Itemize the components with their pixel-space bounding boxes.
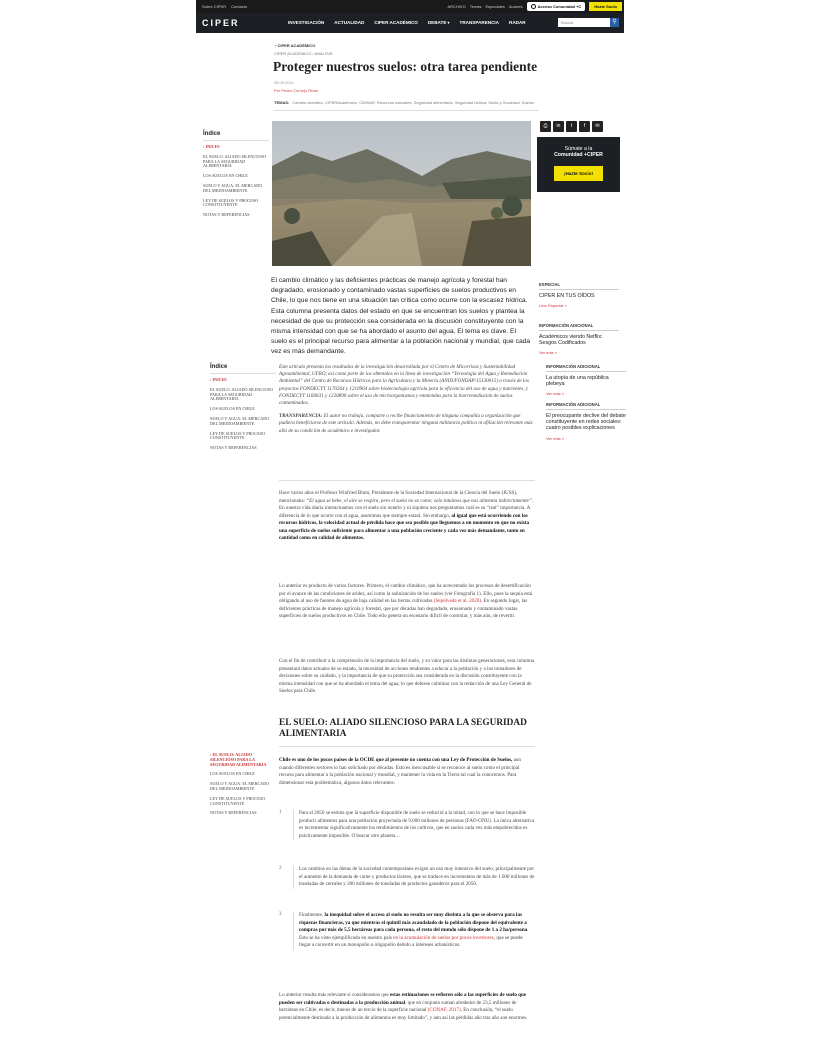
index-item-ley-suelos[interactable]: LEY DE SUELOS Y PROCESO CONSTITUYENTE (210, 795, 266, 806)
specials-link[interactable]: Especiales (485, 4, 505, 9)
promo-line2: Comunidad +CIPER (554, 152, 603, 158)
category-breadcrumb[interactable]: CIPER ACADÉMICO / ANÁLISIS (274, 51, 333, 56)
index-item-ley-suelos[interactable]: LEY DE SUELOS Y PROCESO CONSTITUYENTE (210, 430, 266, 441)
note-divider (279, 480, 535, 481)
header-divider (274, 110, 539, 111)
p5-text-a: Lo anterior resulta más relevante si consideramos que (279, 992, 390, 998)
account-button[interactable] (527, 2, 586, 11)
user-icon (531, 4, 536, 9)
index-title: Índice (203, 131, 221, 137)
author-link[interactable]: Por Pedro Cornejo Rivas (274, 88, 319, 93)
sidebar-widget (546, 402, 626, 441)
index-item-notas[interactable]: NOTAS Y REFERENCIAS (210, 810, 257, 816)
index-item-suelos-chile[interactable]: LOS SUELOS EN CHILE (203, 173, 248, 179)
li3-link[interactable]: en la acumulación de suelos por pocos inversores (393, 934, 494, 941)
p5-bold: estas estimaciones se refieren sólo a las superficies de suelo que pueden ser cultivadas o destinadas a la producción animal (279, 992, 527, 1006)
transparency-label: TRANSPARENCIA: (279, 413, 323, 420)
body-paragraph-5 (279, 992, 535, 1022)
article-index (203, 131, 269, 223)
search-input[interactable]: Buscar (558, 18, 610, 27)
promo-line1: Súmate a la (564, 146, 593, 152)
mail-icon[interactable]: ✉ (592, 121, 603, 132)
p4-bold: Chile es uno de los pocos países de la OCDE que al presente no cuenta con una Ley de Protección de Suelos, (279, 757, 513, 763)
contact-link[interactable]: Contacto (231, 4, 248, 9)
widget-more-link[interactable]: Leer Especial » (539, 303, 567, 309)
funding-note: Este artículo presenta los resultados de la investigación desarrollada por el Centro de Micorrizas y Sustentabilidad Agroambiental, UFRO, así como parte de los obtenidos en la línea de investigación “Tecnología del Agua y Remediación Ambiental” del Centro de Recursos Hídricos para la Agricultura y la Minería (ANID/FONDAP/15130015) a través de los proyectos FONDECYT 1170264 y 1210964 sobre biotecnología agrícola para la eficiencia del uso de agua y nutrientes, y FONDECYT 1160631 y 1220890 sobre el uso de microorganismos y enmiendas para la biorremediación de suelos contaminados. (279, 364, 529, 407)
hazte-socio-button[interactable]: Hazte Socio (589, 2, 622, 11)
nav-item-debate[interactable]: DEBATE ▾ (428, 20, 450, 25)
index-item-suelo-agua[interactable]: SUELO Y AGUA: EL MERCADO DEL MEDIOAMBIENTE (203, 182, 263, 193)
p5-text-b: , que en conjunto suman alrededor de 23,5 millones de hectáreas en Chile, es decir, menos de un tercio de la superficie nacional (279, 999, 517, 1013)
index-item-ley-suelos[interactable]: LEY DE SUELOS Y PROCESO CONSTITUYENTE (203, 197, 259, 208)
transparency-note (279, 413, 535, 435)
p2-text-b: . En segundo lugar, las deficientes prácticas de manejo agrícola y forestal, que por décadas han degradado, erosionado y contaminado vastas superficies de suelos productivos en Chile. Todo ello genera un escenario difícil de controlar, y más aún, de revertir. (279, 598, 528, 619)
li3-text-c: , que se puede llegar a convertir en un monopolio u oligopolio debido a intereses urbanísticos. (299, 934, 523, 948)
body-paragraph-3: Con el fin de contribuir a la comprensión de la importancia del suelo, y su valor para las distintas generaciones, esta columna presentará datos actuales de su estado, la necesidad de acciones tendientes a educar a la población y a los tomadores de decisiones sobre su cuidado, y la importancia de que su protección sea considerada en la discusión constituyente con la misma intensidad con que se ha abordado el tema del agua, lo que debiese culminar con la redacción de una Ley General de Suelos para Chile. (279, 658, 535, 694)
list-text: Los cambios en las dietas de la sociedad contemporánea exigen un uso muy intensivo del suelo, principalmente por el aumento de la demanda de carne y productos lácteos, que se traduce en incrementos de más de 1.000 millones de toneladas de cereales y 200 millones de toneladas de productos ganaderos para el 2050. (293, 866, 535, 889)
tags-label: TEMAS: (274, 100, 290, 105)
nav-menu (288, 20, 526, 25)
transparency-text: El autor no trabaja, comparte o recibe financiamiento de ninguna compañía u organización que pudiera beneficiarse de este artículo. Además, no debe transparentar ninguna militancia política ni afiliación relevante más allá de su condición de académico e investigador. (279, 413, 533, 434)
search-icon: ⚲ (612, 19, 617, 25)
nav-item-transparencia[interactable]: TRANSPARENCIA (459, 20, 500, 25)
top-bar (196, 0, 624, 13)
index-title: Índice (210, 364, 228, 370)
nav-item-radar[interactable]: RADAR (509, 20, 526, 25)
research-note (279, 364, 535, 441)
main-nav (196, 13, 624, 33)
body-paragraph-1 (279, 490, 535, 543)
list-number: 1 (279, 810, 282, 815)
index-item-notas[interactable]: NOTAS Y REFERENCIAS (203, 212, 250, 218)
index-item-suelos-chile[interactable]: LOS SUELOS EN CHILE (210, 771, 255, 777)
index-item-inicio[interactable]: › INICIO (203, 145, 269, 150)
authors-link[interactable]: Autores (508, 4, 523, 9)
p1-bold: al igual que está ocurriendo con los recursos hídricos, la velocidad actual de pérdida hace que sea posible que lleguemos a un momento en que no exista una superficie de suelos suficiente para alimentar a una población creciente y cada vez más demandante, tanto en cantidad como en calidad de alimentos. (279, 512, 530, 541)
page-title: Proteger nuestros suelos: otra tarea pendiente (273, 59, 538, 74)
citation-link[interactable]: (Sepúlveda et al. 2020) (433, 598, 481, 604)
tags-list[interactable]: Cambio climático, CIPERAcadémico, CIMSAR, Recursos naturales, Seguridad alimentaria, Seguridad hídrica, Suelo y Sociedad, Suelos (292, 100, 535, 105)
list-text (293, 912, 535, 950)
body-paragraph-4 (279, 757, 535, 787)
hero-photo (272, 121, 531, 266)
index-item-suelo-aliado[interactable]: EL SUELO: ALIADO SILENCIOSO PARA LA SEGURIDAD ALIMENTARIA (203, 153, 267, 169)
kicker[interactable]: › CIPER ACADÉMICO (275, 43, 316, 48)
widget-more-link[interactable]: Ver más » (546, 435, 565, 441)
list-text: Para el 2050 se estima que la superficie disponible de suelo se reducirá a la mitad, con lo que se hace imposible producir alimentos para una población proyectada de 9.000 millones de personas (FAO-ONU). La única alternativa es incrementar significativamente los rendimientos de los cultivos, que en suelos cada vez más empobrecidos es prácticamente imposible. O buscar otro planeta… (293, 810, 535, 840)
tags-line (274, 100, 534, 105)
kicker-label: CIPER ACADÉMICO (277, 43, 316, 48)
widget-label: INFORMACIÓN ADICIONAL (546, 402, 626, 410)
archive-link[interactable]: ARCHIVO (447, 4, 466, 9)
article-index-sticky-section (210, 753, 276, 821)
p5-text-c: . En conclusión, “el suelo potencialmente destinado a la producción de alimentos es muy limitado”, y aun así las pérdidas año tras año son enormes. (279, 1007, 528, 1021)
article-index-sticky (210, 364, 276, 456)
share-bar (540, 121, 603, 132)
section-heading: EL SUELO: ALIADO SILENCIOSO PARA LA SEGURIDAD ALIMENTARIA (279, 718, 527, 739)
index-divider (210, 373, 276, 374)
nav-item-investigacion[interactable]: INVESTIGACIÓN (288, 20, 325, 25)
publish-date: 08.09.2021 (274, 80, 295, 85)
linkedin-icon[interactable]: in (553, 121, 564, 132)
sidebar-widget (539, 282, 619, 308)
top-links-left (202, 4, 251, 9)
top-links-right (447, 2, 624, 11)
p4-text: aun cuando diferentes sectores lo han solicitado por décadas. Esto es inexcusable si se reconoce al suelo como el principal recurso para alimentar a la población nacional y mundial, y mantener la vida en la Tierra tal cual la conocemos. Para dimensionar esta problemática, algunos datos relevantes: (279, 757, 521, 786)
landscape-illustration (272, 121, 531, 266)
index-item-suelo-aliado[interactable]: EL SUELO: ALIADO SILENCIOSO PARA LA SEGURIDAD ALIMENTARIA (210, 386, 274, 402)
conaf-link[interactable]: (CONAF, 2017) (427, 1007, 461, 1013)
li3-text-a: Finalmente, (299, 912, 325, 918)
p1-quote: “El agua se bebe, el aire se respira, pero el suelo no se come; solo intuimos que nos alimenta indirectamente” (306, 497, 532, 504)
sidebar-widget (546, 364, 626, 396)
nav-item-actualidad[interactable]: ACTUALIDAD (334, 20, 365, 25)
sidebar-widget (539, 323, 619, 355)
hazte-socio-promo-button[interactable]: ¡Hazte Socio! (554, 166, 603, 181)
nav-item-ciper-academico[interactable]: CIPER ACADÉMICO (374, 20, 418, 25)
index-item-suelo-agua[interactable]: SUELO Y AGUA: EL MERCADO DEL MEDIOAMBIENTE (210, 781, 270, 791)
index-item-notas[interactable]: NOTAS Y REFERENCIAS (210, 445, 257, 451)
index-item-suelo-aliado[interactable]: › EL SUELO: ALIADO SILENCIOSO PARA LA SEGURIDAD ALIMENTARIA (210, 753, 276, 767)
widget-more-link[interactable]: Ver más » (546, 391, 565, 397)
widget-title[interactable]: CIPER EN TUS OÍDOS (539, 293, 595, 299)
community-promo (537, 137, 620, 192)
p2-text-a: Lo anterior es producto de varios factores. Primero, el cambio climático, que ha acrecentado los procesos de desertificación por el avance de las condiciones de aridez, así como la salinización de los suelos (ver Fotografía 1). Ello, pues la sequía está obligando al uso de fuentes de agua de baja calidad en las tierras cultivadas (279, 583, 533, 604)
twitter-icon[interactable]: t (566, 121, 577, 132)
index-item-inicio[interactable]: › INICIO (210, 378, 276, 383)
widget-label: INFORMACIÓN ADICIONAL (546, 364, 626, 372)
print-icon[interactable]: ⎙ (540, 121, 551, 132)
widget-label: INFORMACIÓN ADICIONAL (539, 323, 619, 331)
ciper-logo[interactable]: CIPER (202, 18, 240, 28)
index-divider (203, 140, 269, 141)
li3-bold: la inequidad sobre el acceso al suelo no resulta ser muy distinta a la que se observa para las riquezas financieras, ya que mientras el quintil más acaudalado de la población dispone del equivalente a compras por más de 5,5 hectáreas para cada persona, el resto del mundo sólo dispone de 1 a 2 ha/persona (299, 912, 528, 933)
widget-title[interactable]: Académicos viendo Netflix: Sesgos Codificados (539, 334, 603, 347)
widget-title[interactable]: La utopía de una república plebeya (546, 375, 609, 388)
account-label: Acceso Comunidad +C (537, 4, 582, 9)
facebook-icon[interactable]: f (579, 121, 590, 132)
section-divider (279, 746, 535, 747)
p1-text-a: Hace varios años el Profesor Winfried Blum, Presidente de la Sociedad Internacional de la Ciencia del Suelo (IUSS), mencionaba: (279, 490, 518, 504)
widget-title[interactable]: El preocupante declive del debate constituyente en redes sociales: cuatro posibles explicaciones (546, 413, 626, 432)
about-link[interactable]: Sobre CIPER (202, 4, 227, 9)
index-item-suelos-chile[interactable]: LOS SUELOS EN CHILE (210, 406, 255, 412)
list-number: 2 (279, 866, 282, 871)
index-item-suelo-agua[interactable]: SUELO Y AGUA: EL MERCADO DEL MEDIOAMBIENTE (210, 415, 270, 426)
body-paragraph-2 (279, 583, 535, 621)
topics-link[interactable]: Temas (469, 4, 482, 9)
widget-label: ESPECIAL (539, 282, 619, 290)
li3-text-b: . Esto se ha visto ejemplificado en nuestro país (299, 927, 529, 941)
widget-more-link[interactable]: Ver más » (539, 350, 558, 356)
article-lead: El cambio climático y las deficientes prácticas de manejo agrícola y forestal han degradado, erosionado y contaminado vastas superficies de suelos productivos en Chile, lo que nos tiene en una situación tan crítica como ocurre con la escasez hídrica. Esta columna presenta datos del estado en que se encuentran los suelos y plantea la necesidad de que su protección sea considerada en la discusión constituyente con la misma intensidad con que se ha abordado el asunto del agua. El tema es clave. El suelo es el principal recurso para alimentar a la población nacional y mundial, que cada vez es más demandante. (271, 277, 531, 356)
search-button[interactable] (610, 18, 619, 27)
list-number: 3 (279, 912, 282, 917)
p1-text-b: . En nuestra vida diaria interactuamos con el suelo sin notarlo y ni siquiera nos preguntamos cuál es su “real” importancia. A diferencia de lo que ocurre con el agua, asumimos que siempre estará. Sin embargo, (279, 497, 534, 519)
